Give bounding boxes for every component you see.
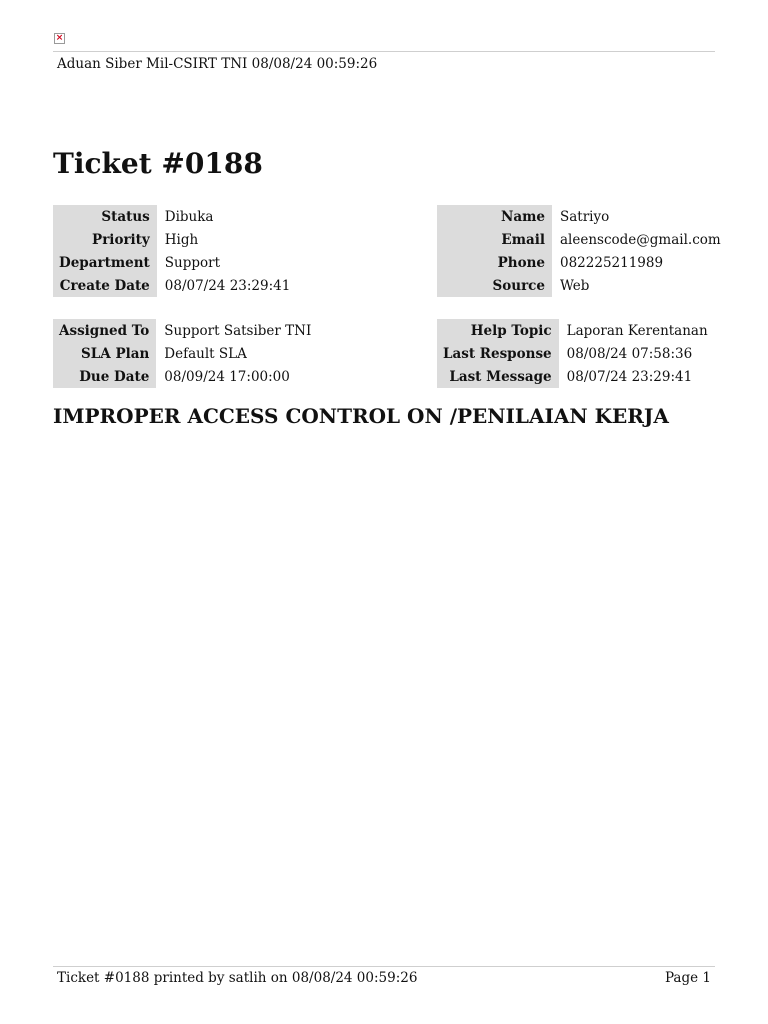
phone-value: 082225211989	[560, 254, 664, 271]
table-row	[437, 205, 721, 228]
table-row	[437, 319, 708, 342]
table-row	[437, 251, 721, 274]
assignment-table	[53, 319, 311, 388]
last-response-value: 08/08/24 07:58:36	[566, 345, 693, 362]
sla-plan-label: SLA Plan	[53, 342, 156, 365]
table-row	[53, 228, 290, 251]
header-divider	[53, 51, 715, 52]
phone-label: Phone	[437, 251, 552, 274]
email-label: Email	[437, 228, 552, 251]
table-row	[53, 274, 290, 297]
source-label: Source	[437, 274, 552, 297]
broken-image-icon: ×	[55, 33, 64, 43]
table-row	[53, 205, 290, 228]
footer-divider	[53, 966, 715, 967]
department-value: Support	[164, 254, 220, 271]
activity-table	[437, 319, 708, 388]
help-topic-value: Laporan Kerentanan	[566, 322, 708, 339]
table-row	[53, 365, 311, 388]
status-label: Status	[53, 205, 157, 228]
table-row	[53, 319, 311, 342]
page-title: Ticket #0188	[53, 147, 263, 180]
ticket-status-table	[53, 205, 290, 297]
table-row	[53, 342, 311, 365]
due-date-value: 08/09/24 17:00:00	[164, 368, 290, 385]
table-row	[437, 342, 708, 365]
contact-info-table	[437, 205, 721, 297]
name-label: Name	[437, 205, 552, 228]
source-value: Web	[560, 277, 590, 294]
last-message-value: 08/07/24 23:29:41	[566, 368, 693, 385]
last-response-label: Last Response	[437, 342, 559, 365]
footer-page-number: Page 1	[664, 970, 711, 986]
last-message-label: Last Message	[437, 365, 559, 388]
create-date-label: Create Date	[53, 274, 157, 297]
sla-plan-value: Default SLA	[164, 345, 247, 362]
ticket-subject: IMPROPER ACCESS CONTROL ON /PENILAIAN KERJA	[53, 404, 669, 428]
status-value: Dibuka	[164, 208, 214, 225]
footer-printed-by: Ticket #0188 printed by satlih on 08/08/24 00:59:26	[57, 970, 418, 986]
department-label: Department	[53, 251, 157, 274]
table-row	[437, 365, 708, 388]
table-row	[53, 251, 290, 274]
assigned-to-value: Support Satsiber TNI	[164, 322, 312, 339]
create-date-value: 08/07/24 23:29:41	[164, 277, 291, 294]
assigned-to-label: Assigned To	[53, 319, 156, 342]
name-value: Satriyo	[560, 208, 610, 225]
priority-value: High	[164, 231, 199, 248]
table-row	[437, 274, 721, 297]
priority-label: Priority	[53, 228, 157, 251]
email-value: aleenscode@gmail.com	[560, 231, 721, 248]
table-row	[437, 228, 721, 251]
header-text: Aduan Siber Mil-CSIRT TNI 08/08/24 00:59:26	[57, 56, 378, 72]
help-topic-label: Help Topic	[437, 319, 559, 342]
due-date-label: Due Date	[53, 365, 156, 388]
